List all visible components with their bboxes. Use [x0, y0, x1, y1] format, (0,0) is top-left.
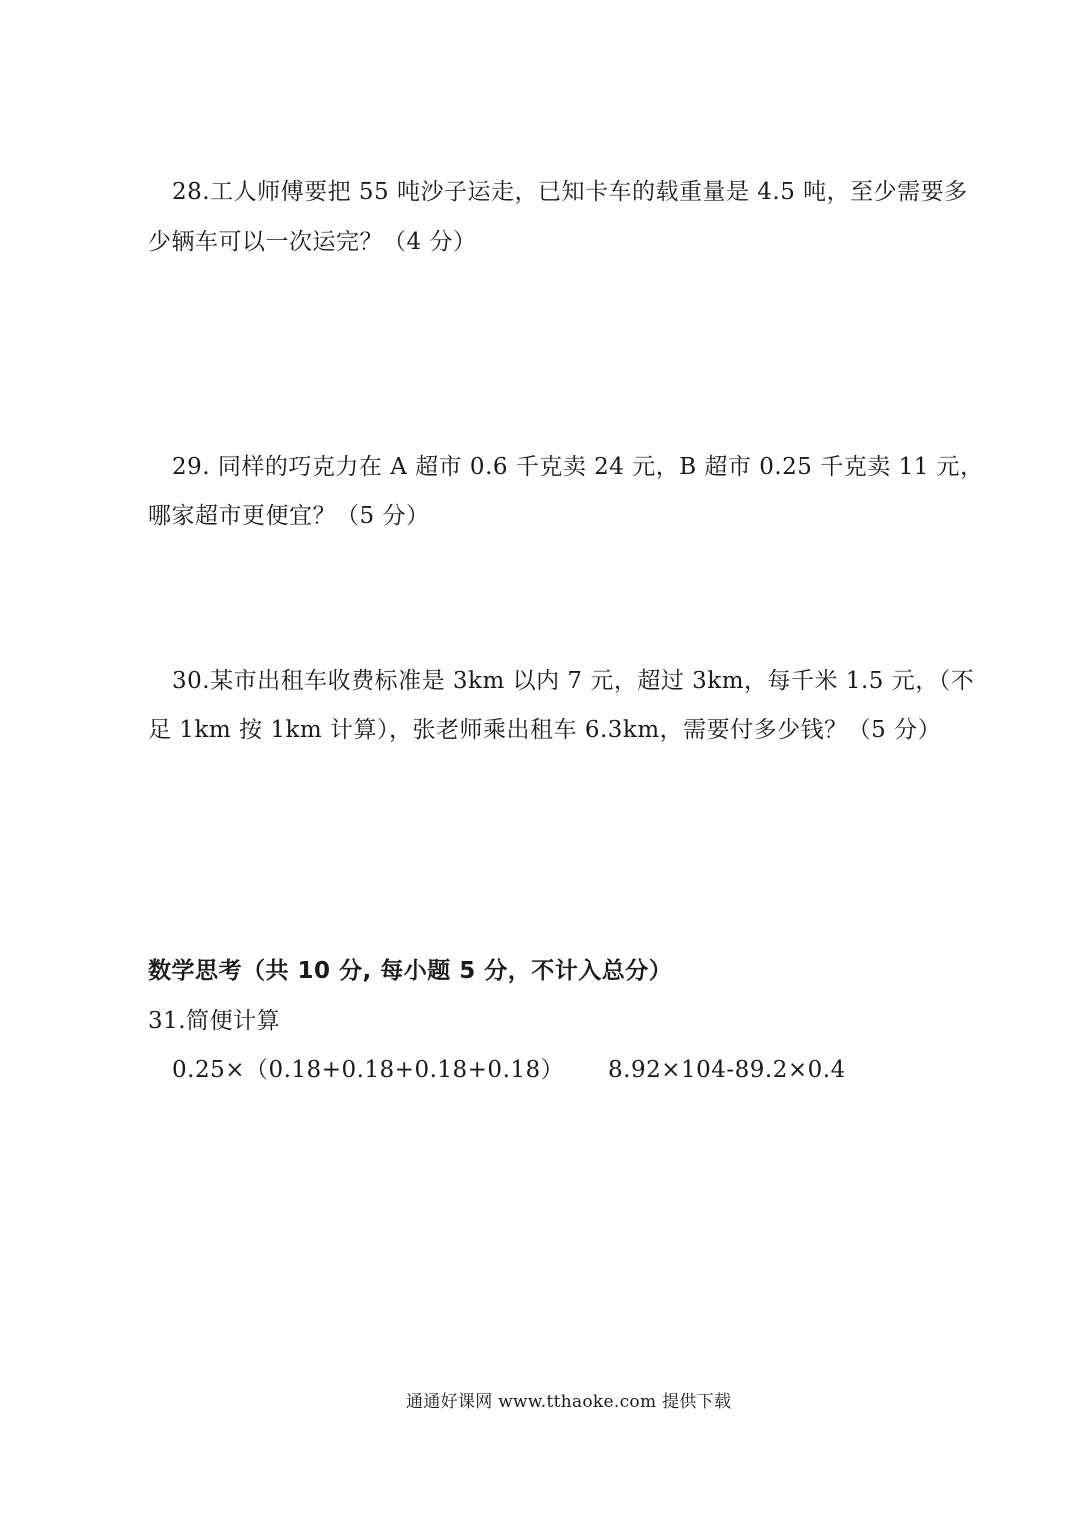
- question-28-line-1: 28.工人师傅要把 55 吨沙子运走，已知卡车的载重量是 4.5 吨，至少需要多: [172, 179, 968, 205]
- question-31-label: 31.简便计算: [148, 1008, 281, 1034]
- question-29-line-1: 29. 同样的巧克力在 A 超市 0.6 千克卖 24 元，B 超市 0.25 千克卖 11 元，: [172, 454, 984, 480]
- section-title: 数学思考（共 10 分, 每小题 5 分，不计入总分）: [148, 958, 673, 984]
- question-30-line-2: 足 1km 按 1km 计算），张老师乘出租车 6.3km，需要付多少钱？（5 分）: [148, 717, 942, 743]
- footer-text: 通通好课网 www.tthaoke.com 提供下载: [406, 1392, 732, 1412]
- question-31-expression-1: 0.25×（0.18+0.18+0.18+0.18）: [172, 1057, 565, 1083]
- question-29-line-2: 哪家超市更便宜？（5 分）: [148, 503, 430, 529]
- question-28-line-2: 少辆车可以一次运完？（4 分）: [148, 229, 477, 255]
- question-31-expression-2: 8.92×104-89.2×0.4: [608, 1057, 846, 1083]
- question-30-line-1: 30.某市出租车收费标准是 3km 以内 7 元，超过 3km，每千米 1.5 元，（不: [172, 668, 975, 694]
